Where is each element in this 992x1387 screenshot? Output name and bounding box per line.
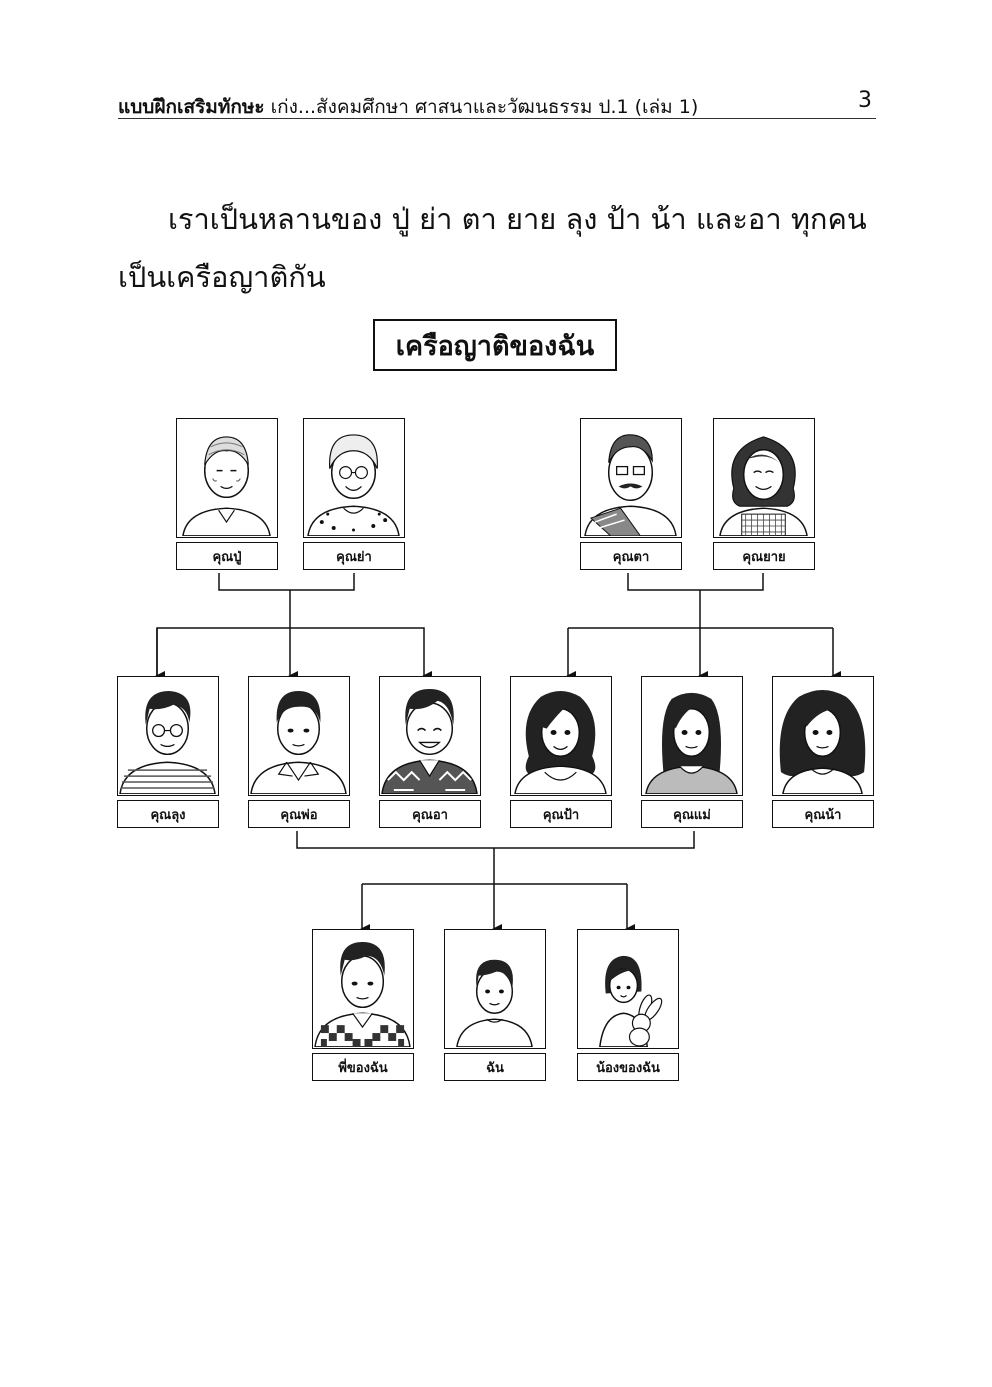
- uncle-portrait-icon: [117, 676, 219, 796]
- page-number: 3: [858, 88, 872, 113]
- father-portrait-icon: [248, 676, 350, 796]
- diagram-title: เครือญาติของฉัน: [373, 319, 617, 371]
- label-younger-sister: น้องของฉัน: [577, 1053, 679, 1081]
- grandmother-portrait-icon: [303, 418, 405, 538]
- card-aunt: [510, 676, 612, 828]
- label-grandmother: คุณย่า: [303, 542, 405, 570]
- card-me: [444, 929, 546, 1081]
- card-uncle: [117, 676, 219, 828]
- older-brother-portrait-icon: [312, 929, 414, 1049]
- intro-line-2: เป็นเครือญาติกัน: [118, 260, 326, 294]
- label-young-uncle: คุณอา: [379, 800, 481, 828]
- card-grandfather: [176, 418, 278, 570]
- header-title-rest: เก่ง...สังคมศึกษา ศาสนาและวัฒนธรรม ป.1 (เล่ม 1): [270, 96, 699, 118]
- label-mother: คุณแม่: [641, 800, 743, 828]
- label-father: คุณพ่อ: [248, 800, 350, 828]
- card-older-brother: [312, 929, 414, 1081]
- label-aunt: คุณป้า: [510, 800, 612, 828]
- me-portrait-icon: [444, 929, 546, 1049]
- card-father: [248, 676, 350, 828]
- label-grandfather: คุณปู่: [176, 542, 278, 570]
- younger-sister-portrait-icon: [577, 929, 679, 1049]
- card-young-aunt: [772, 676, 874, 828]
- card-younger-sister: [577, 929, 679, 1081]
- card-maternal-grandfather: [580, 418, 682, 570]
- aunt-portrait-icon: [510, 676, 612, 796]
- maternal-grandfather-portrait-icon: [580, 418, 682, 538]
- maternal-grandmother-portrait-icon: [713, 418, 815, 538]
- young-uncle-portrait-icon: [379, 676, 481, 796]
- grandfather-portrait-icon: [176, 418, 278, 538]
- label-maternal-grandmother: คุณยาย: [713, 542, 815, 570]
- card-young-uncle: [379, 676, 481, 828]
- label-maternal-grandfather: คุณตา: [580, 542, 682, 570]
- label-me: ฉัน: [444, 1053, 546, 1081]
- label-older-brother: พี่ของฉัน: [312, 1053, 414, 1081]
- header-title-bold: แบบฝึกเสริมทักษะ: [118, 96, 265, 118]
- intro-line-1: เราเป็นหลานของ ปู่ ย่า ตา ยาย ลุง ป้า น้า และอา ทุกคน: [168, 202, 867, 236]
- mother-portrait-icon: [641, 676, 743, 796]
- young-aunt-portrait-icon: [772, 676, 874, 796]
- label-young-aunt: คุณน้า: [772, 800, 874, 828]
- card-grandmother: [303, 418, 405, 570]
- card-maternal-grandmother: [713, 418, 815, 570]
- card-mother: [641, 676, 743, 828]
- label-uncle: คุณลุง: [117, 800, 219, 828]
